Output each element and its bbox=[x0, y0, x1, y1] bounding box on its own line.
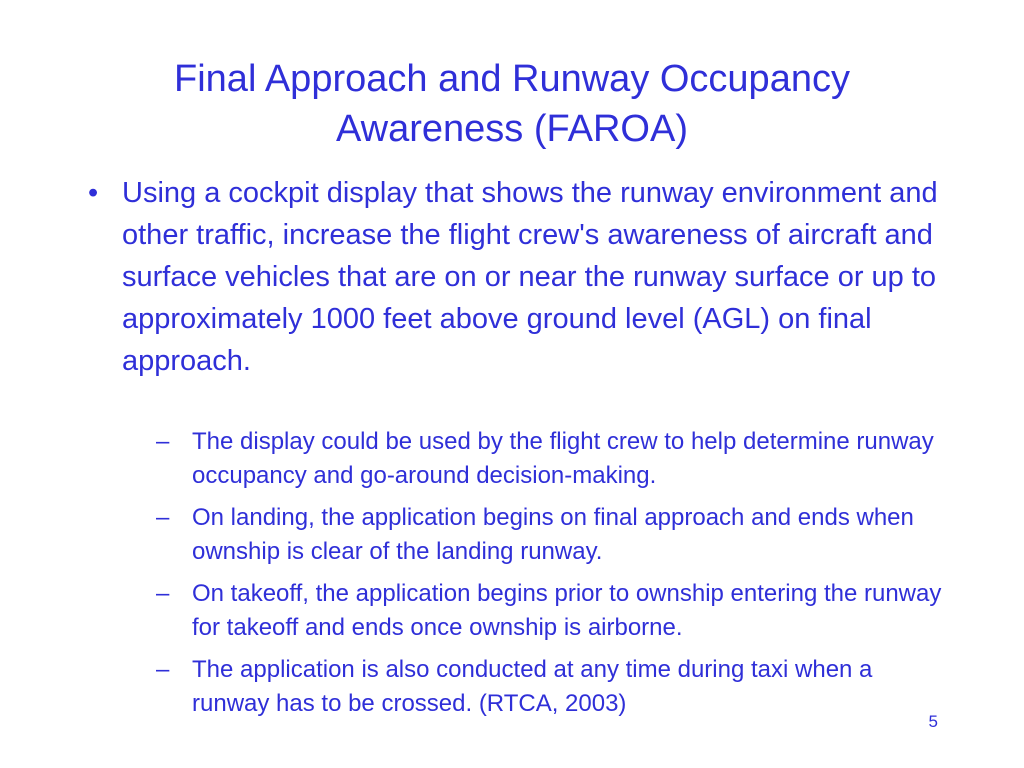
sub-bullet-item bbox=[156, 577, 946, 645]
title-line-2: Awareness (FAROA) bbox=[336, 108, 688, 150]
title-line-1: Final Approach and Runway Occupancy bbox=[174, 58, 850, 100]
bullet-marker: • bbox=[88, 177, 99, 209]
dash-marker: – bbox=[156, 504, 170, 531]
dash-marker: – bbox=[156, 580, 170, 607]
sub-bullet-item bbox=[156, 501, 946, 569]
dash-marker: – bbox=[156, 656, 170, 683]
sub-bullet-item bbox=[156, 425, 946, 493]
main-bullet bbox=[88, 172, 948, 382]
dash-marker: – bbox=[156, 428, 170, 455]
page-number: 5 bbox=[928, 712, 938, 731]
sub-bullet-text: The application is also conducted at any time during taxi when a runway has to be crossed. (RTCA, 2003) bbox=[192, 656, 873, 717]
sub-bullet-item bbox=[156, 653, 946, 721]
sub-bullet-text: On landing, the application begins on final approach and ends when ownship is clear of the landing runway. bbox=[192, 504, 914, 565]
slide-title bbox=[0, 54, 1024, 154]
sub-bullet-text: On takeoff, the application begins prior to ownship entering the runway for takeoff and ends once ownship is airborne. bbox=[192, 580, 942, 641]
main-bullet-text: Using a cockpit display that shows the runway environment and other traffic, increase the flight crew's awareness of aircraft and surface vehicles that are on or near the runway surface or up to approximately 1000 feet above ground level (AGL) on final approach. bbox=[122, 177, 938, 377]
sub-bullet-list bbox=[156, 425, 946, 729]
sub-bullet-text: The display could be used by the flight crew to help determine runway occupancy and go-around decision-making. bbox=[192, 428, 934, 489]
